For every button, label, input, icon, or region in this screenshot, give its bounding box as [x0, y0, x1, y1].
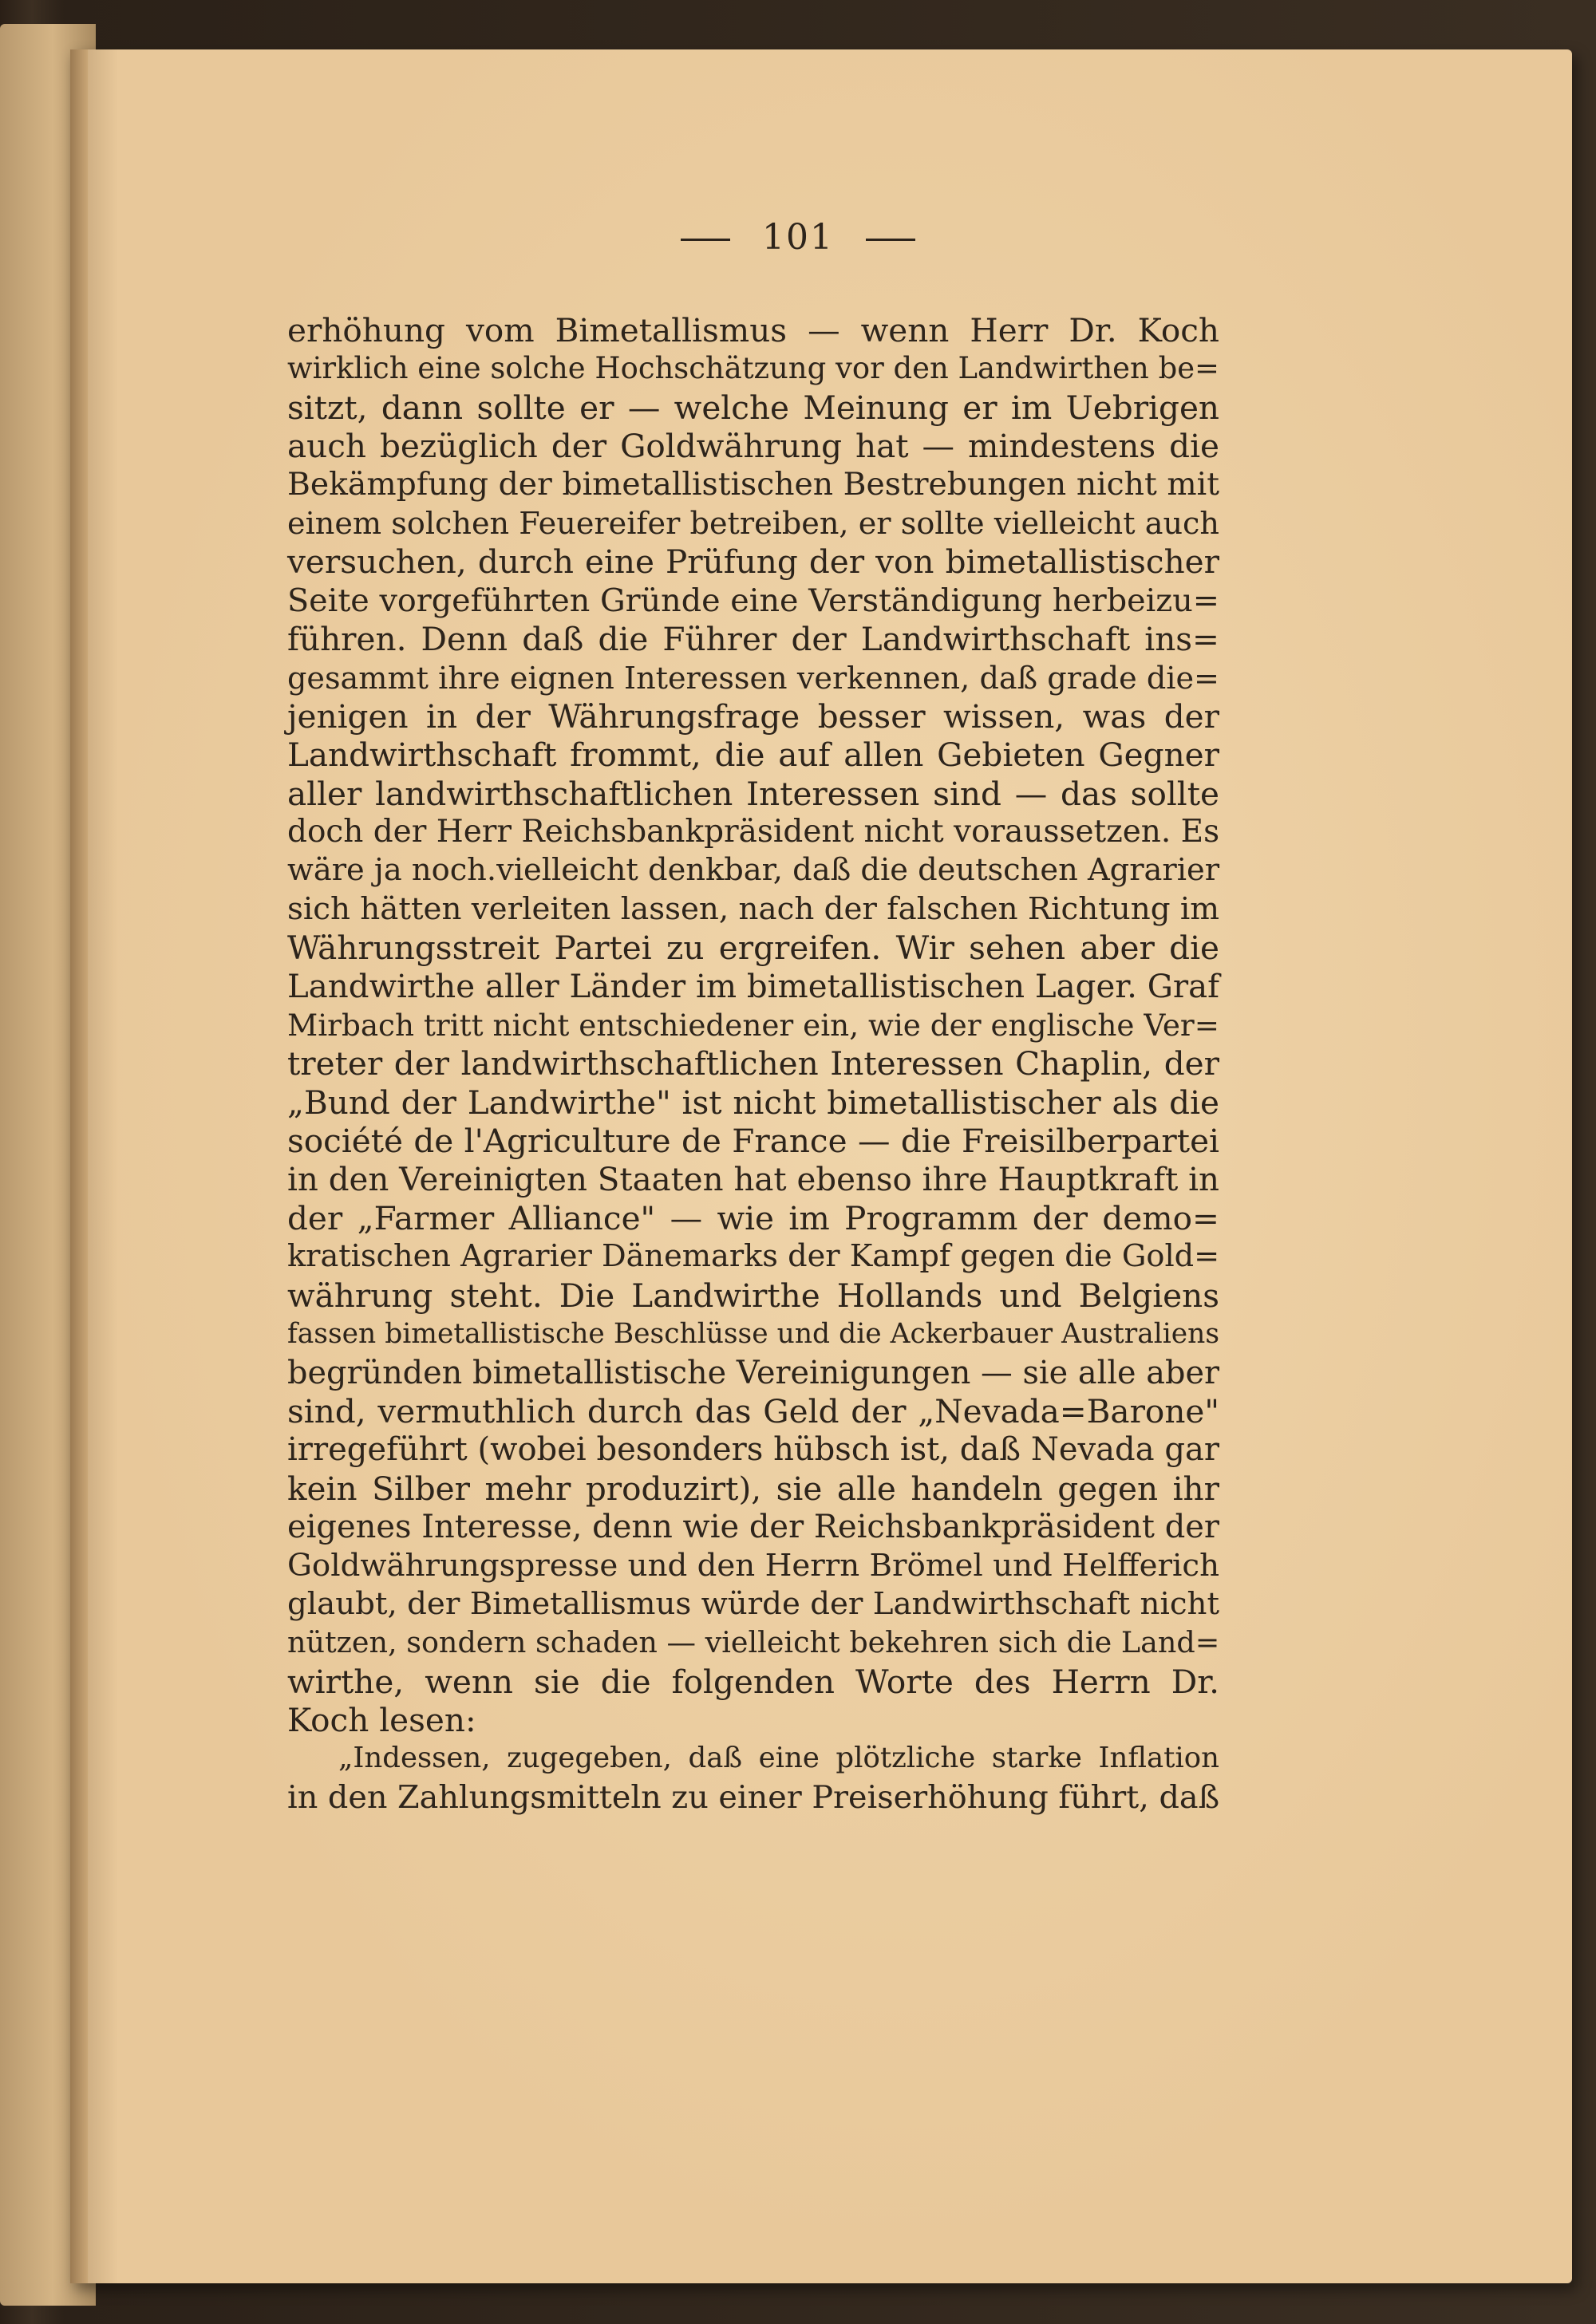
body-text	[287, 311, 1219, 1817]
text-line: erhöhung vom Bimetallismus — wenn Herr Dr. Koch	[287, 311, 1219, 349]
text-line: gesammt ihre eignen Interessen verkennen, daß grade die=	[287, 660, 1219, 696]
text-line: Landwirthe aller Länder im bimetallistischen Lager. Graf	[287, 967, 1220, 1005]
text-line: „Bund der Landwirthe" ist nicht bimetallistischer als die	[287, 1083, 1219, 1122]
text-line: aller landwirthschaftlichen Interessen sind — das sollte	[287, 774, 1219, 813]
text-line: Bekämpfung der bimetallistischen Bestrebungen nicht mit	[287, 466, 1219, 503]
text-line: eigenes Interesse, denn wie der Reichsbankpräsident der	[287, 1509, 1219, 1546]
text-line: wirthe, wenn sie die folgenden Worte des Herrn Dr.	[287, 1662, 1219, 1701]
page-header	[0, 217, 1596, 258]
text-line: kein Silber mehr produzirt), sie alle handeln gegen ihr	[287, 1469, 1219, 1508]
text-line: fassen bimetallistische Beschlüsse und die Ackerbauer Australiens	[287, 1318, 1219, 1351]
header-dash-left	[681, 239, 730, 241]
text-line: begründen bimetallistische Vereinigungen — sie alle aber	[287, 1354, 1219, 1391]
text-line: auch bezüglich der Goldwährung hat — mindestens die	[287, 427, 1219, 466]
text-line: treter der landwirthschaftlichen Interessen Chaplin, der	[287, 1044, 1219, 1083]
text-line: jenigen in der Währungsfrage besser wissen, was der	[287, 696, 1219, 736]
text-line: versuchen, durch eine Prüfung der von bimetallistischer	[287, 543, 1219, 582]
text-line: wäre ja noch.vielleicht denkbar, daß die deutschen Agrarier	[287, 852, 1220, 889]
text-line: doch der Herr Reichsbankpräsident nicht voraussetzen. Es	[287, 814, 1220, 850]
text-line: Goldwährungspresse und den Herrn Brömel und Helfferich	[287, 1547, 1219, 1584]
text-line: glaubt, der Bimetallismus würde der Landwirthschaft nicht	[287, 1585, 1219, 1622]
text-line: Koch lesen:	[287, 1701, 476, 1740]
text-line: irregeführt (wobei besonders hübsch ist, daß Nevada gar	[287, 1431, 1219, 1469]
text-line: der „Farmer Alliance" — wie im Programm der demo=	[287, 1198, 1219, 1237]
text-line: in den Vereinigten Staaten hat ebenso ihre Hauptkraft in	[287, 1160, 1219, 1198]
text-line: sich hätten verleiten lassen, nach der falschen Richtung im	[287, 890, 1219, 927]
text-line: nützen, sondern schaden — vielleicht bekehren sich die Land=	[287, 1625, 1220, 1660]
text-line: wirklich eine solche Hochschätzung vor den Landwirthen be=	[287, 351, 1219, 386]
text-line: sind, vermuthlich durch das Geld der „Nevada=Barone"	[287, 1391, 1219, 1430]
text-line: kratischen Agrarier Dänemarks der Kampf gegen die Gold=	[287, 1238, 1220, 1275]
text-line: Seite vorgeführten Gründe eine Verständigung herbeizu=	[287, 582, 1219, 619]
page-number: 101	[762, 217, 834, 258]
text-line: Mirbach tritt nicht entschiedener ein, wie der englische Ver=	[287, 1008, 1219, 1044]
text-line: in den Zahlungsmitteln zu einer Preiserhöhung führt, daß	[287, 1778, 1220, 1816]
page-gutter	[70, 49, 88, 2283]
text-line: „Indessen, zugegeben, daß eine plötzliche starke Inflation	[338, 1742, 1219, 1775]
text-line: währung steht. Die Landwirthe Hollands und Belgiens	[287, 1276, 1219, 1315]
text-line: einem solchen Feuereifer betreiben, er sollte vielleicht auch	[287, 505, 1219, 541]
text-line: sitzt, dann sollte er — welche Meinung er im Uebrigen	[287, 388, 1219, 427]
text-line: société de l'Agriculture de France — die Freisilberpartei	[287, 1122, 1219, 1161]
text-line: führen. Denn daß die Führer der Landwirthschaft ins=	[287, 620, 1219, 659]
text-line: Währungsstreit Partei zu ergreifen. Wir sehen aber die	[287, 929, 1219, 968]
header-dash-right	[866, 239, 915, 241]
text-line: Landwirthschaft frommt, die auf allen Gebieten Gegner	[287, 736, 1219, 775]
